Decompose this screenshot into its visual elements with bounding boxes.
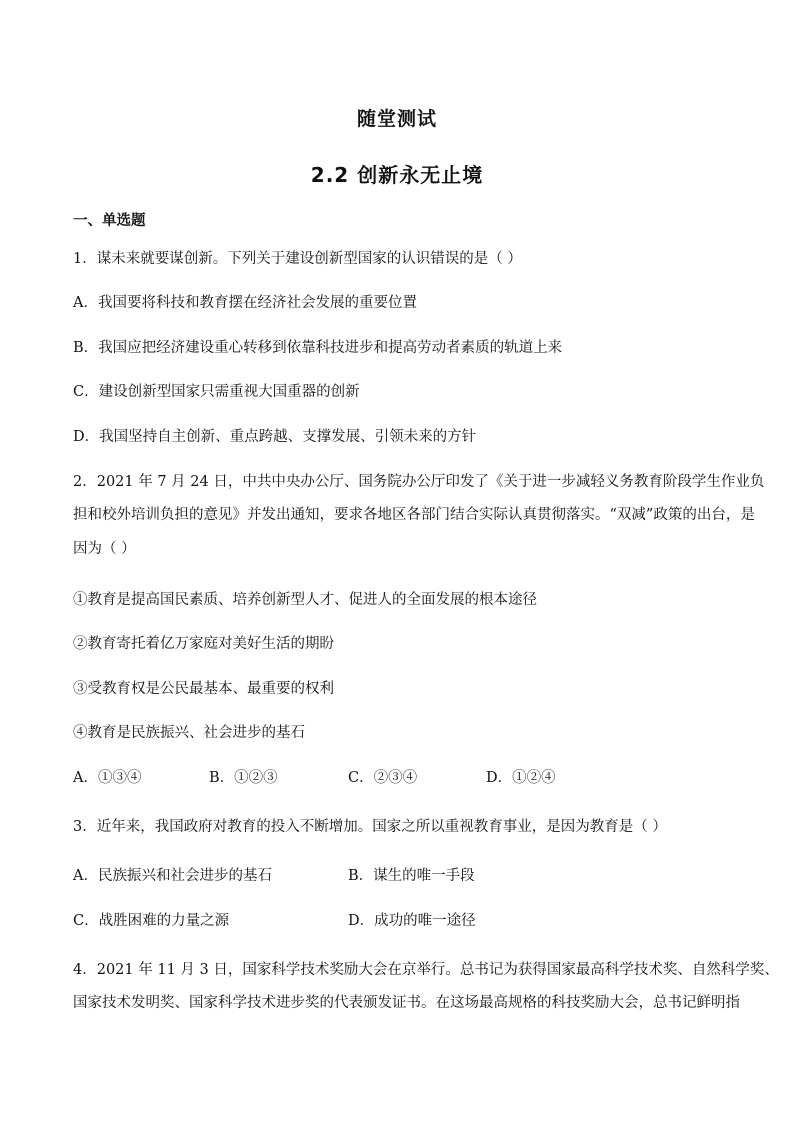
question-3-stem: 3．近年来，我国政府对教育的投入不断增加。国家之所以重视教育事业，是因为教育是（ ）: [73, 819, 667, 835]
question-2-option-b: B．①②③: [209, 770, 278, 786]
question-2-option-d: D．①②④: [486, 770, 556, 786]
question-1-option-c: C．建设创新型国家只需重视大国重器的创新: [73, 384, 360, 400]
question-2-stem-line-2: 担和校外培训负担的意见》并发出通知，要求各地区各部门结合实际认真贯彻落实。“双减”政策的出台，是: [73, 507, 755, 523]
question-2-option-c: C．②③④: [348, 770, 418, 786]
question-1-option-d: D．我国坚持自主创新、重点跨越、支撑发展、引领未来的方针: [73, 429, 477, 445]
question-2-statement-2: ②教育寄托着亿万家庭对美好生活的期盼: [73, 636, 334, 652]
question-2-statement-1: ①教育是提高国民素质、培养创新型人才、促进人的全面发展的根本途径: [73, 592, 537, 608]
section-heading: 一、单选题: [73, 213, 146, 229]
question-2-statement-4: ④教育是民族振兴、社会进步的基石: [73, 725, 305, 741]
question-2-stem-line-3: 因为（ ）: [73, 541, 136, 557]
page-subtitle: 2.2 创新永无止境: [310, 163, 484, 187]
question-4-stem-line-2: 国家技术发明奖、国家科学技术进步奖的代表颁发证书。在这场最高规格的科技奖励大会，总书记鲜明指: [73, 995, 740, 1011]
question-2-option-a: A．①③④: [73, 770, 142, 786]
question-1-stem: 1．谋未来就要谋创新。下列关于建设创新型国家的认识错误的是（ ）: [73, 251, 522, 267]
question-2-stem-line-1: 2．2021 年 7 月 24 日，中共中央办公厅、国务院办公厅印发了《关于进一步减轻义务教育阶段学生作业负: [73, 474, 765, 490]
question-3-option-c: C．战胜困难的力量之源: [73, 913, 230, 929]
question-3-option-d: D．成功的唯一途径: [348, 913, 476, 929]
question-3-option-a: A．民族振兴和社会进步的基石: [73, 868, 272, 884]
question-4-stem-line-1: 4．2021 年 11 月 3 日，国家科学技术奖励大会在京举行。总书记为获得国家最高科学技术奖、自然科学奖、: [73, 962, 779, 978]
question-1-option-a: A．我国要将科技和教育摆在经济社会发展的重要位置: [73, 295, 417, 311]
question-2-statement-3: ③受教育权是公民最基本、最重要的权利: [73, 681, 334, 697]
page-title: 随堂测试: [356, 108, 437, 130]
question-3-option-b: B．谋生的唯一手段: [348, 868, 475, 884]
question-1-option-b: B．我国应把经济建设重心转移到依靠科技进步和提高劳动者素质的轨道上来: [73, 340, 563, 356]
